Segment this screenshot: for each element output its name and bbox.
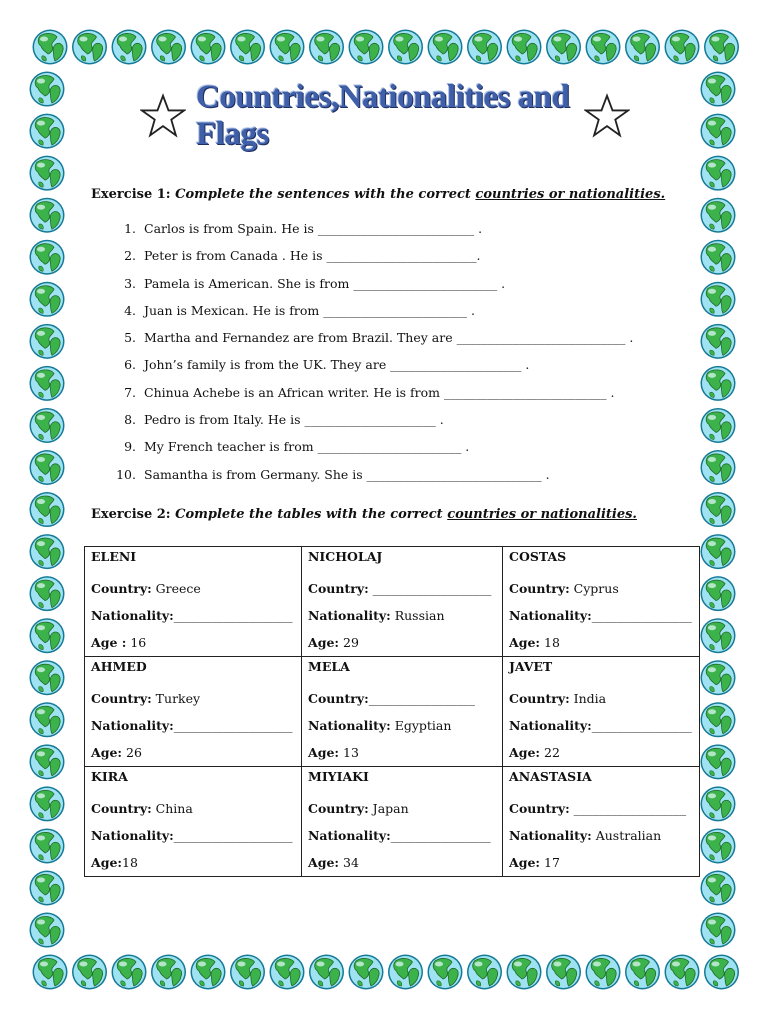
sentence-text: Pamela is American. She is from _______________________ . [144,275,506,291]
globe-icon [30,366,65,401]
age-value: 22 [540,745,560,760]
sentence-item [110,302,670,329]
person-name: ANASTASIA [509,769,592,784]
globe-icon [665,30,700,65]
person-name: MELA [308,659,350,674]
globe-icon [309,955,344,990]
globe-icon [30,660,65,695]
nationality-value: ________________ [591,718,692,733]
country-label: Country: [308,581,369,596]
sentence-number: 3. [124,275,136,291]
sentence-number: 1. [124,221,136,236]
country-line [509,575,693,602]
globe-icon [701,72,736,107]
person-card [503,547,700,657]
country-line [308,575,496,602]
globe-icon [309,30,344,65]
exercise-2-heading [91,507,637,523]
sentence-text: My French teacher is from _______________________ . [144,439,470,455]
person-card [503,767,700,877]
country-line [91,685,295,712]
globe-icon [625,30,660,65]
nationality-line [91,822,295,849]
table-row [85,547,700,657]
globe-icon [586,30,621,65]
nationality-value: ___________________ [173,718,293,733]
globe-icon [30,324,65,359]
globe-icon [546,955,581,990]
country-value: Cyprus [569,581,619,596]
country-value: ___________________ [368,581,492,596]
country-label: Country: [308,691,369,706]
globe-icon [349,30,384,65]
globe-icon [191,955,226,990]
age-line [509,629,693,656]
globe-icon [701,913,736,948]
globe-icon [30,450,65,485]
exercise-instruction: Complete the tables with the correct [175,507,448,522]
exercise-number: Exercise 1: [91,187,176,202]
person-name: MIYIAKI [308,769,369,784]
country-value: __________________ [569,801,687,816]
country-label: Country: [91,581,152,596]
globe-icon [30,534,65,569]
country-label: Country: [91,801,152,816]
nationality-line [91,712,295,739]
person-card [85,547,302,657]
nationality-label: Nationality: [91,828,174,843]
sentence-item [110,247,670,274]
sentence-text: Peter is from Canada . He is ________________________. [144,248,481,264]
globe-icon [701,660,736,695]
sentence-number: 9. [124,439,136,455]
globe-icon [701,828,736,863]
country-value: Japan [368,801,409,816]
globe-icon [507,955,542,990]
globe-icon [665,955,700,990]
nationality-line [308,822,496,849]
sentence-item [110,356,670,383]
globe-icon [701,114,736,149]
globe-icon [701,702,736,737]
age-label: Age: [308,855,340,870]
age-line [509,739,693,766]
globe-icon [701,492,736,527]
exercise-instruction-underlined: countries or nationalities. [447,507,637,522]
nationality-label: Nationality: [308,608,391,623]
person-card [503,657,700,767]
globe-icon [33,30,68,65]
age-value: 16 [126,635,147,650]
nationality-label: Nationality: [509,608,592,623]
age-value: 34 [339,855,359,870]
people-table [84,546,700,877]
globe-icon [30,576,65,611]
nationality-line [308,602,496,629]
globe-icon [30,492,65,527]
country-label: Country: [509,801,570,816]
globe-icon [428,955,463,990]
nationality-line [509,602,693,629]
sentence-number: 5. [124,330,136,346]
country-line [509,795,693,822]
globe-icon [30,156,65,191]
person-name: ELENI [91,549,137,564]
globe-icon [72,955,107,990]
globe-icon [151,30,186,65]
age-label: Age: [509,745,541,760]
age-line [509,849,693,876]
globe-icon [701,744,736,779]
country-label: Country: [509,581,570,596]
age-label: Age : [91,635,127,650]
sentence-item [110,275,670,302]
person-card [302,547,503,657]
country-value: India [569,691,607,706]
country-label: Country: [308,801,369,816]
age-value: 18 [122,855,138,870]
age-line [91,739,295,766]
exercise-instruction-underlined: countries or nationalities. [475,187,666,202]
globe-icon [30,282,65,317]
nationality-value: ___________________ [173,828,293,843]
sentence-item [110,384,670,411]
sentence-number: 2. [124,248,136,264]
globe-icon [191,30,226,65]
globe-icon [33,955,68,990]
country-label: Country: [91,691,152,706]
globe-icon [701,534,736,569]
globe-icon [701,366,736,401]
exercise-number: Exercise 2: [91,507,176,522]
age-value: 26 [122,745,142,760]
globe-icon [701,871,736,906]
globe-icon [701,408,736,443]
globe-icon [30,744,65,779]
nationality-value: ________________ [390,828,491,843]
globe-icon [30,408,65,443]
globe-icon [467,955,502,990]
country-label: Country: [509,691,570,706]
globe-icon [30,702,65,737]
sentence-item [110,411,670,438]
nationality-line [509,712,693,739]
globe-icon [151,955,186,990]
sentence-text: Juan is Mexican. He is from _______________________ . [144,302,475,318]
sentence-text: John’s family is from the UK. They are _____________________ . [144,357,530,373]
nationality-label: Nationality: [91,608,174,623]
person-card [85,767,302,877]
sentence-number: 6. [124,357,136,373]
star-icon [140,93,186,139]
country-value: China [151,801,193,816]
exercise-1-heading [91,187,665,203]
person-card [302,657,503,767]
globe-icon [30,618,65,653]
country-value: Greece [151,581,201,596]
age-value: 18 [540,635,560,650]
nationality-label: Nationality: [91,718,174,733]
globe-icon [388,30,423,65]
nationality-value: Egyptian [390,718,452,733]
globe-icon [428,30,463,65]
nationality-line [91,602,295,629]
age-label: Age: [509,855,541,870]
age-value: 29 [339,635,359,650]
star-icon [584,93,630,139]
country-line [91,795,295,822]
country-value: _________________ [368,691,475,706]
age-line [308,629,496,656]
sentence-item [110,466,670,493]
nationality-value: ___________________ [173,608,293,623]
sentence-number: 7. [124,384,136,400]
globe-icon [701,156,736,191]
person-card [85,657,302,767]
nationality-line [509,822,693,849]
globe-icon [30,913,65,948]
person-name: KIRA [91,769,128,784]
globe-icon [701,240,736,275]
globe-icon [586,955,621,990]
nationality-line [308,712,496,739]
person-name: AHMED [91,659,147,674]
nationality-label: Nationality: [509,828,592,843]
nationality-label: Nationality: [308,828,391,843]
sentence-item [110,329,670,356]
globe-icon [30,114,65,149]
sentence-text: Carlos is from Spain. He is _________________________ . [144,221,483,236]
sentence-number: 8. [124,412,136,428]
sentence-number: 4. [124,302,136,318]
globe-icon [625,955,660,990]
exercise-instruction: Complete the sentences with the correct [175,187,476,202]
globe-icon [701,786,736,821]
person-card [302,767,503,877]
globe-icon [701,324,736,359]
globe-icon [230,955,265,990]
globe-icon [546,30,581,65]
nationality-value: ________________ [591,608,692,623]
globe-icon [72,30,107,65]
nationality-value: Russian [390,608,445,623]
globe-icon [349,955,384,990]
globe-icon [704,955,739,990]
age-value: 17 [540,855,560,870]
globe-icon [701,450,736,485]
globe-icon [30,198,65,233]
globe-icon [270,955,305,990]
sentence-text: Samantha is from Germany. She is ____________________________ . [144,466,550,482]
globe-icon [388,955,423,990]
age-label: Age: [308,745,340,760]
globe-icon [701,198,736,233]
age-value: 13 [339,745,359,760]
age-line [308,739,496,766]
globe-icon [704,30,739,65]
age-line [91,849,295,876]
nationality-label: Nationality: [509,718,592,733]
sentence-text: Pedro is from Italy. He is _____________________ . [144,412,444,428]
sentence-text: Chinua Achebe is an African writer. He is from __________________________ . [144,384,615,400]
title-row [140,79,630,152]
globe-icon [701,282,736,317]
sentence-item [110,438,670,465]
sentence-text: Martha and Fernandez are from Brazil. They are ___________________________ . [144,330,634,346]
globe-icon [30,786,65,821]
country-line [308,795,496,822]
globe-icon [30,828,65,863]
sentence-list [110,220,670,493]
globe-icon [112,955,147,990]
sentence-item [110,220,670,247]
person-name: COSTAS [509,549,567,564]
age-label: Age: [91,745,123,760]
age-label: Age: [91,855,123,870]
nationality-label: Nationality: [308,718,391,733]
table-row [85,767,700,877]
age-label: Age: [509,635,541,650]
age-line [91,629,295,656]
globe-icon [30,871,65,906]
globe-icon [30,240,65,275]
globe-icon [270,30,305,65]
globe-icon [701,618,736,653]
sentence-number: 10. [116,466,136,482]
page-title: Countries,Nationalities and Flags [196,79,570,152]
person-name: NICHOLAJ [308,549,383,564]
country-line [308,685,496,712]
age-label: Age: [308,635,340,650]
globe-icon [467,30,502,65]
person-name: JAVET [509,659,553,674]
globe-icon [30,72,65,107]
country-line [91,575,295,602]
country-value: Turkey [151,691,201,706]
age-line [308,849,496,876]
globe-icon [701,576,736,611]
globe-icon [230,30,265,65]
globe-icon [507,30,542,65]
table-row [85,657,700,767]
country-line [509,685,693,712]
nationality-value: Australian [591,828,662,843]
globe-icon [112,30,147,65]
